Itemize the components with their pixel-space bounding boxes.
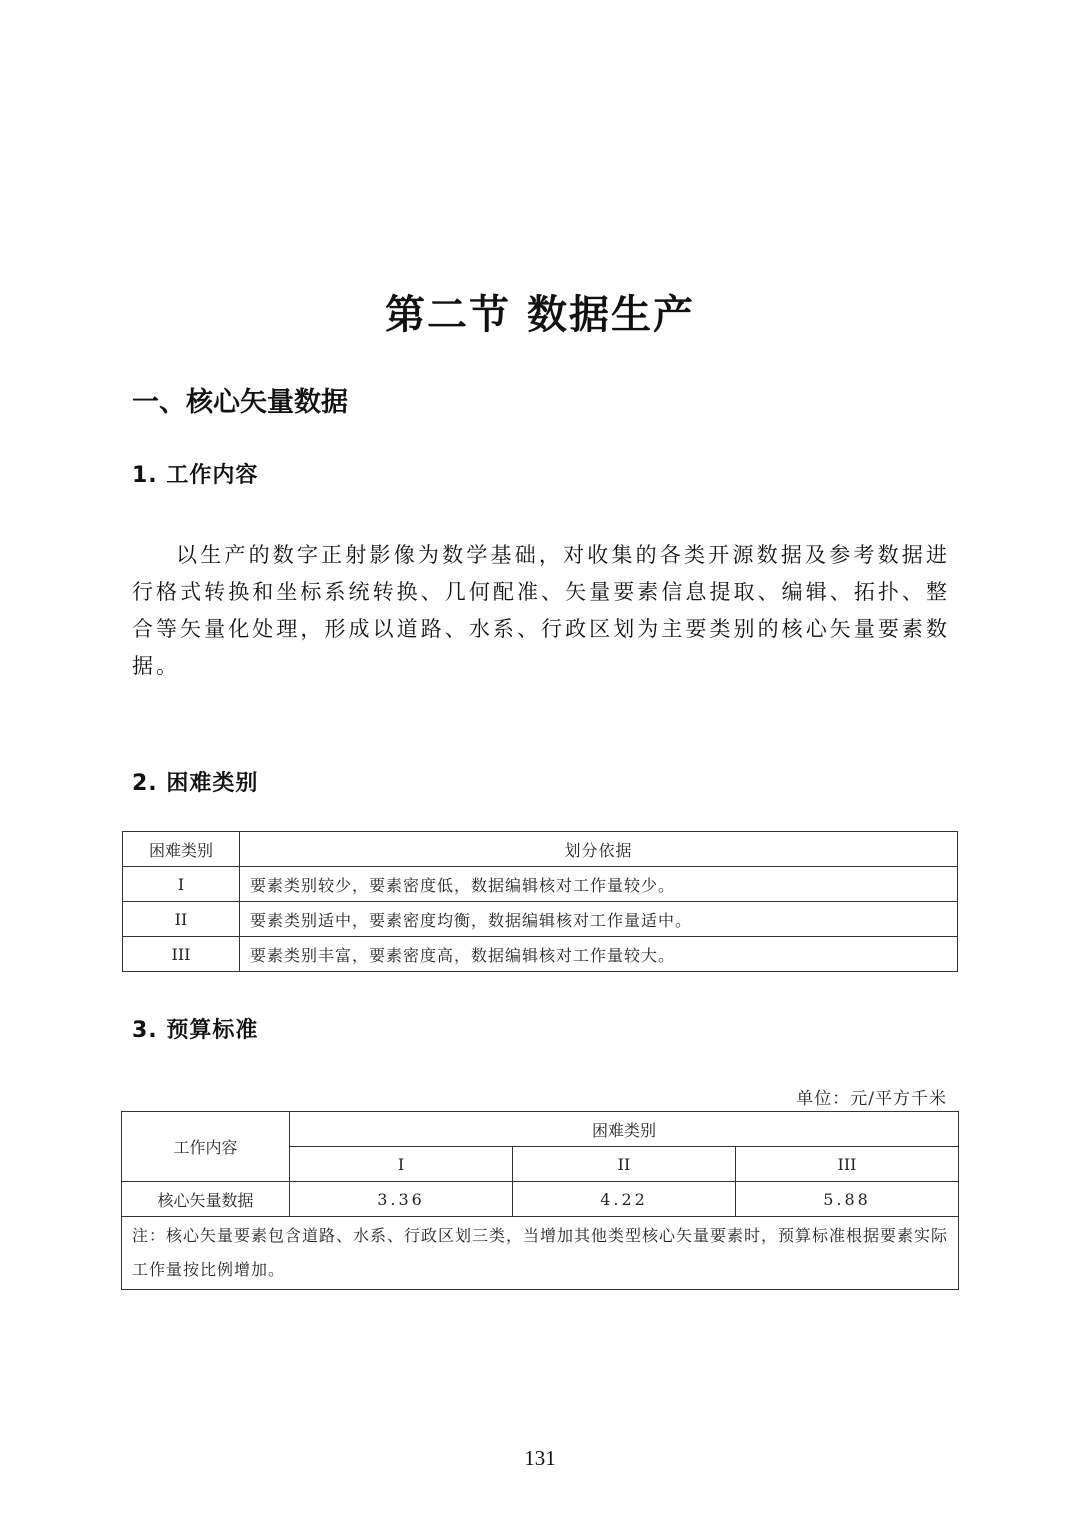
work-content-paragraph (132, 537, 950, 685)
level-header-cell: II (513, 1147, 736, 1182)
table-note: 注：核心矢量要素包含道路、水系、行政区划三类，当增加其他类型核心矢量要素时，预算标准根据要素实际工作量按比例增加。 (122, 1217, 959, 1290)
table-header-row (123, 832, 958, 867)
chapter-title: 第二节 数据生产 (385, 292, 695, 338)
table-note-row (122, 1217, 959, 1290)
header-cell-level: 困难类别 (123, 832, 240, 867)
header-cell-basis: 划分依据 (240, 832, 958, 867)
budget-table (121, 1111, 959, 1290)
level-cell: III (123, 937, 240, 972)
basis-cell: 要素类别适中，要素密度均衡，数据编辑核对工作量适中。 (240, 902, 958, 937)
item-cell: 核心矢量数据 (122, 1182, 290, 1217)
difficulty-table (122, 831, 958, 972)
paragraph-text: 以生产的数字正射影像为数学基础，对收集的各类开源数据及参考数据进行格式转换和坐标系统转换、几何配准、矢量要素信息提取、编辑、拓扑、整合等矢量化处理，形成以道路、水系、行政区划为主要类别的核心矢量要素数据。 (132, 543, 950, 678)
budget-unit-label: 单位：元/平方千米 (796, 1089, 947, 1109)
basis-cell: 要素类别较少，要素密度低，数据编辑核对工作量较少。 (240, 867, 958, 902)
table-row (122, 1182, 959, 1217)
page-number: 131 (524, 1446, 556, 1470)
subheading-work-content: 1. 工作内容 (132, 463, 259, 488)
section-heading: 一、核心矢量数据 (132, 387, 348, 418)
subheading-budget: 3. 预算标准 (132, 1018, 259, 1043)
price-cell: 5.88 (736, 1182, 959, 1217)
header-cell-work-content: 工作内容 (122, 1112, 290, 1182)
level-cell: II (123, 902, 240, 937)
table-row (123, 902, 958, 937)
table-row (123, 937, 958, 972)
level-header-cell: I (290, 1147, 513, 1182)
table-row (123, 867, 958, 902)
basis-cell: 要素类别丰富，要素密度高，数据编辑核对工作量较大。 (240, 937, 958, 972)
subheading-difficulty: 2. 困难类别 (132, 771, 259, 796)
price-cell: 3.36 (290, 1182, 513, 1217)
table-header-row (122, 1112, 959, 1147)
price-cell: 4.22 (513, 1182, 736, 1217)
level-cell: I (123, 867, 240, 902)
header-cell-difficulty: 困难类别 (290, 1112, 959, 1147)
level-header-cell: III (736, 1147, 959, 1182)
